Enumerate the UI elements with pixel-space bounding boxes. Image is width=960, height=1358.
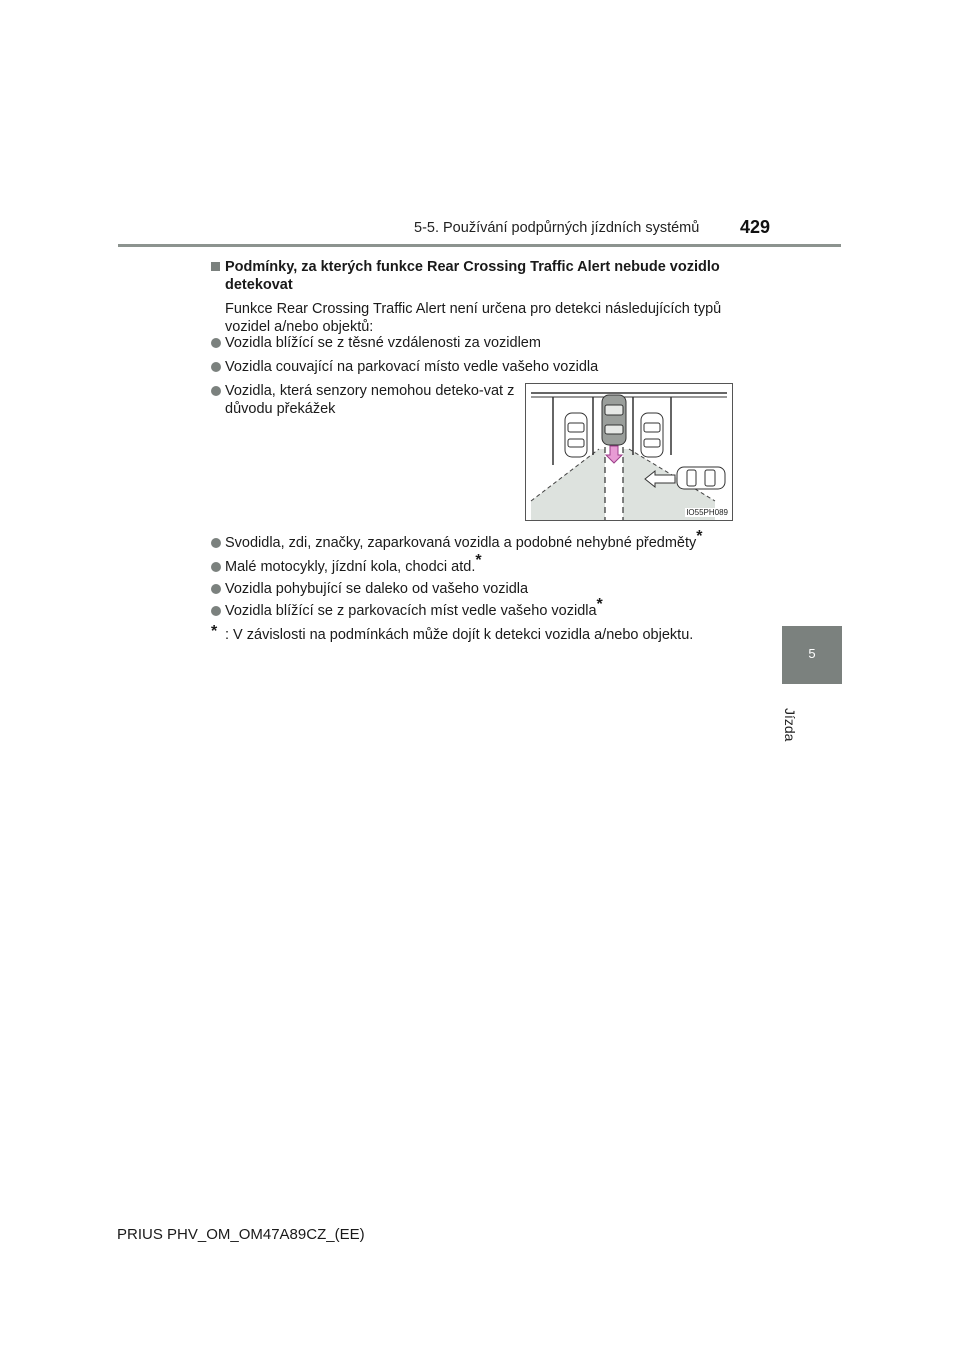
parked-car-right [641,413,663,457]
figure-code: IO55PH089 [686,508,728,517]
bullet-icon [211,338,221,348]
list-item-text: Svodidla, zdi, značky, zaparkovaná vozidla a podobné nehybné předměty [225,535,697,551]
list-item [211,552,482,576]
chapter-number: 5 [808,646,816,661]
list-item-text: Vozidla blížící se z parkovacích míst vedle vašeho vozidla [225,603,597,619]
list-item [211,528,703,552]
approaching-car [677,467,725,489]
section-title: 5-5. Používání podpůrných jízdních systémů [414,220,700,236]
heading-text: Podmínky, za kterých funkce Rear Crossing Traffic Alert nebude vozidlo detekovat [225,259,720,293]
footer-document-id: PRIUS PHV_OM_OM47A89CZ_(EE) [117,1226,365,1243]
chapter-label: Jízda [782,708,798,742]
intro-paragraph: Funkce Rear Crossing Traffic Alert není určena pro detekci následujících typů vozidel a/nebo objektů: [225,301,722,335]
bullet-icon [211,584,221,594]
parked-car-left [565,413,587,457]
list-item [211,358,598,376]
chapter-tab[interactable] [782,626,842,684]
list-item-text: Malé motocykly, jízdní kola, chodci atd. [225,559,476,575]
square-bullet-icon [211,262,220,271]
header-divider [118,244,841,247]
bullet-icon [211,362,221,372]
list-item-text: Vozidla, která senzory nemohou deteko-vat z důvodu překážek [225,383,515,417]
footnote-text: : V závislosti na podmínkách může dojít k detekci vozidla a/nebo objektu. [225,627,694,643]
parking-diagram [525,383,733,521]
bullet-icon [211,538,221,548]
bullet-icon [211,606,221,616]
section-heading [211,258,756,294]
footnote-asterisk: * [696,528,703,546]
list-item-text: Vozidla blížící se z těsné vzdálenosti za vozidlem [225,335,541,351]
list-item [211,596,603,620]
bullet-icon [211,386,221,396]
footnote-asterisk: * [596,596,603,614]
list-item [211,334,541,352]
list-item-text: Vozidla couvající na parkovací místo vedle vašeho vozidla [225,359,599,375]
footnote-asterisk: * [475,552,482,570]
list-item-text: Vozidla pohybující se daleko od vašeho vozidla [225,581,529,597]
bullet-icon [211,562,221,572]
own-car [602,395,626,445]
list-item [211,580,528,598]
page-number: 429 [740,217,771,237]
parking-illustration [525,383,733,521]
list-item [211,382,525,418]
footnote: * : V závislosti na podmínkách může dojít k detekci vozidla a/nebo objektu. [211,623,694,643]
